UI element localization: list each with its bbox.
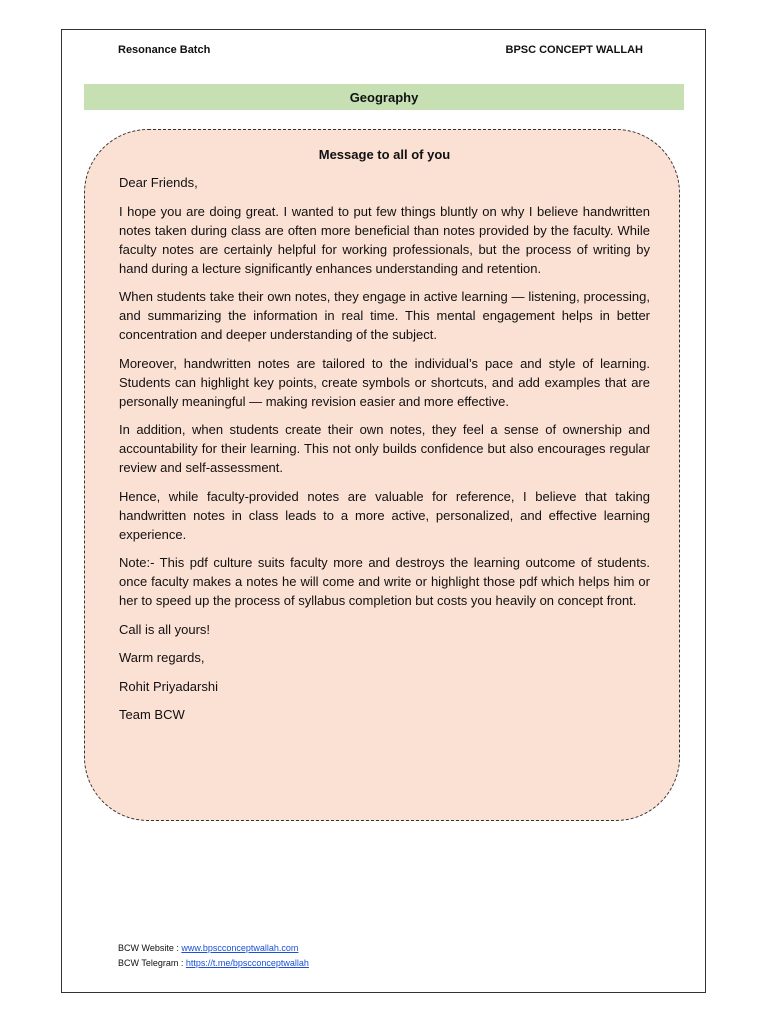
- header-brand-name: BPSC CONCEPT WALLAH: [505, 44, 643, 56]
- message-paragraph: Hence, while faculty-provided notes are valuable for reference, I believe that taking handwritten notes in class leads to a more active, personalized, and effective learning experience.: [119, 488, 650, 542]
- message-box: [84, 129, 680, 821]
- subject-banner: [84, 84, 684, 110]
- message-signature-team: Team BCW: [119, 707, 185, 722]
- message-paragraph: When students take their own notes, they engage in active learning — listening, processing, and summarizing the information in real time. This mental engagement helps in better concentration and deeper understanding of the subject.: [119, 289, 650, 342]
- footer: [118, 941, 309, 971]
- message-signature-name: Rohit Priyadarshi: [119, 678, 218, 694]
- message-closing: Call is all yours!: [119, 621, 211, 637]
- message-paragraph: Dear Friends,: [119, 175, 198, 190]
- message-paragraph: Moreover, handwritten notes are tailored to the individual’s pace and style of learning. Students can highlight key points, create symbols or shortcuts, and add examples that are personally meaningful — making revision easier and more effective.: [119, 355, 650, 409]
- message-paragraph: Note:- This pdf culture suits faculty more and destroys the learning outcome of students. once faculty makes a notes he will come and write or highlight those pdf which helps him or her to speed up the process of syllabus completion but costs you heavily on concept front.: [119, 555, 650, 608]
- message-title: Message to all of you: [318, 147, 451, 162]
- message-paragraph: In addition, when students create their own notes, they feel a sense of ownership and accountability for their learning. This not only builds confidence but also encourages regular review and self-assessment.: [119, 422, 650, 475]
- website-link[interactable]: www.bpscconceptwallah.com: [181, 943, 299, 953]
- message-paragraph: I hope you are doing great. I wanted to put few things bluntly on why I believe handwritten notes taken during class are often more beneficial than notes provided by the faculty. While faculty notes are certainly helpful for working professionals, but the process of writing by hand during a lecture significantly enhances understanding and retention.: [119, 203, 650, 276]
- telegram-link[interactable]: https://t.me/bpscconceptwallah: [185, 958, 309, 968]
- footer-website-label: BCW Website :: [118, 943, 182, 953]
- footer-telegram-row: [118, 956, 309, 971]
- footer-telegram-label: BCW Telegram :: [118, 958, 186, 968]
- subject-title: Geography: [349, 89, 419, 105]
- header-batch-name: Resonance Batch: [118, 44, 211, 56]
- message-signoff: Warm regards,: [119, 650, 205, 665]
- document-page: [61, 29, 706, 993]
- footer-website-row: [118, 941, 309, 956]
